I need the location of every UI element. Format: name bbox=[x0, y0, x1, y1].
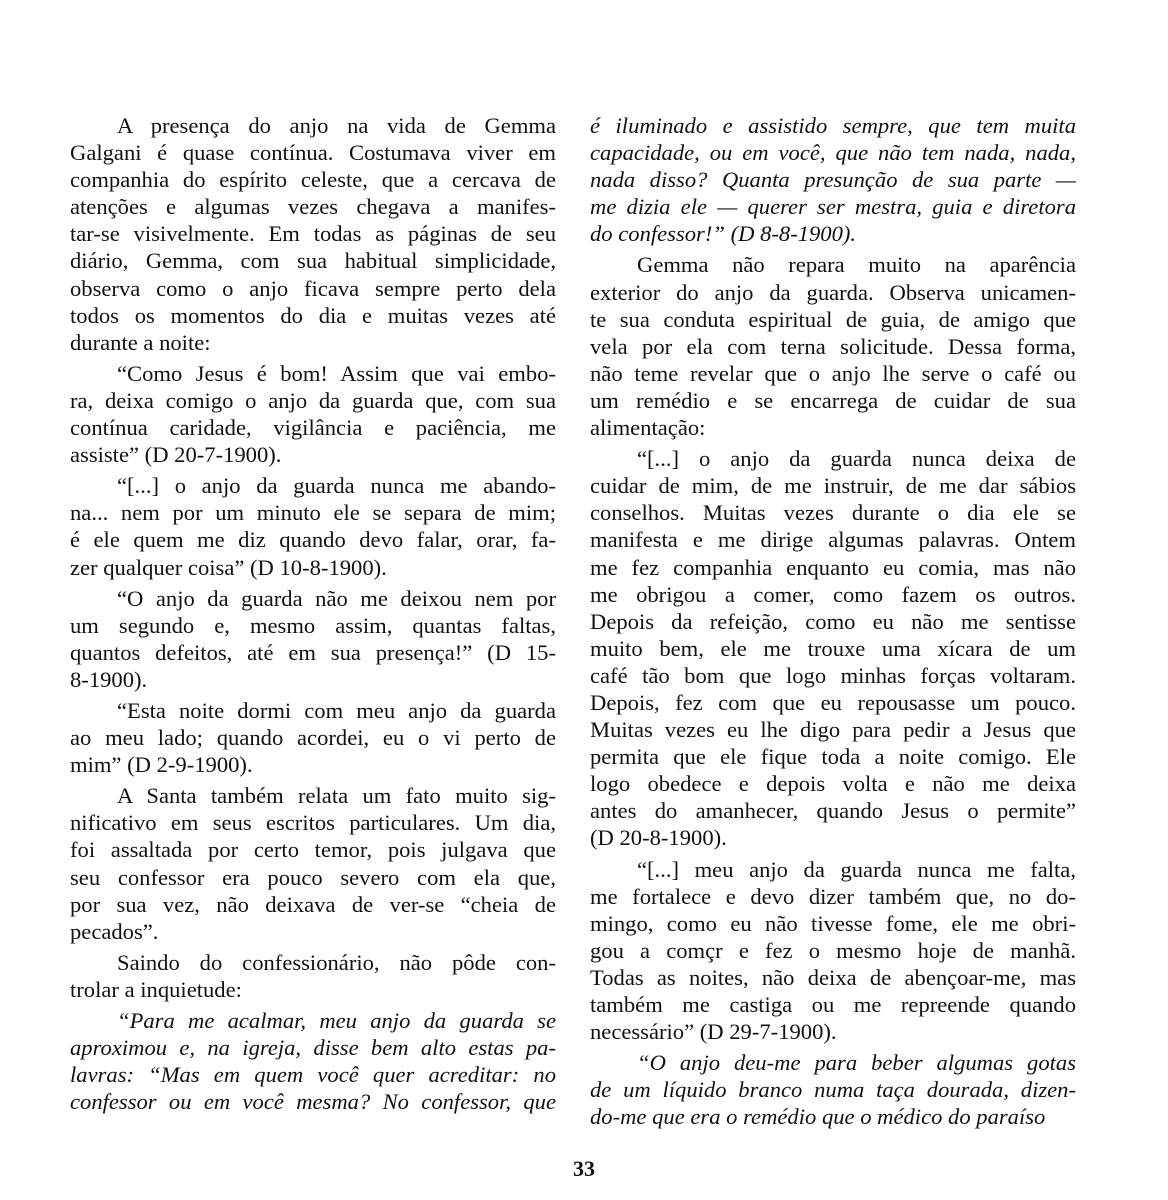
quote-paragraph: “[...] meu anjo da guarda nunca me falta, me fortalece e devo dizer também que, no do- mingo, como eu não tivesse fome, ele me obri- gou a comçr e fez o mesmo hoje de manhã. Todas as noites, não deixa de abençoar-me, mas também me castiga ou me repreende quando necessário” (D 29-7-1900). bbox=[590, 856, 1076, 1045]
quote-paragraph: “[...] o anjo da guarda nunca deixa de cuidar de mim, de me instruir, de me dar sábios conselhos. Muitas vezes durante o dia ele se manifesta e me dirige algumas palavras. Ontem me fez companhia enquanto eu comia, mas não me obrigou a comer, como fazem os outros. Depois da refeição, como eu não me sentisse muito bem, ele me trouxe uma xícara de um café tão bom que logo minhas forças voltaram. Depois, fez com que eu repousasse um pouco. Muitas vezes eu lhe digo para pedir a Jesus que permita que ele fique toda a noite comigo. Ele logo obedece e depois volta e não me deixa antes do amanhecer, quando Jesus o permite” (D 20-8-1900). bbox=[590, 446, 1076, 851]
page-number: 33 bbox=[573, 1156, 595, 1181]
paragraph: Gemma não repara muito na aparência exterior do anjo da guarda. Observa unicamen- te sua conduta espiritual de guia, de amigo que vela por ela com terna solicitude. Dessa forma, não teme revelar que o anjo lhe serve o café ou um remédio e se encarrega de cuidar de sua alimentação: bbox=[590, 252, 1076, 441]
quote-paragraph: “Para me acalmar, meu anjo da guarda se aproximou e, na igreja, disse bem alto estas pa- lavras: “Mas em quem você quer acreditar: no confessor ou em você mesma? No confessor, que bbox=[70, 1008, 556, 1115]
paragraph: A presença do anjo na vida de Gemma Galgani é quase contínua. Costumava viver em companhia do espírito celeste, que a cercava de atenções e algumas vezes chegava a manifes- tar-se visivelmente. Em todas as páginas de seu diário, Gemma, com sua habitual simplicidade, observa como o anjo ficava sempre perto dela todos os momentos do dia e muitas vezes até durante a noite: bbox=[70, 113, 556, 355]
quote-paragraph: “O anjo da guarda não me deixou nem por um segundo e, mesmo assim, quantas faltas, quantos defeitos, até em sua presença!” (D 15- 8-1900). bbox=[70, 585, 556, 692]
quote-paragraph: “O anjo deu-me para beber algumas gotas de um líquido branco numa taça dourada, dizen- do-me que era o remédio que o médico do paraíso bbox=[590, 1050, 1076, 1130]
left-column bbox=[70, 112, 556, 1115]
paragraph: Saindo do confessionário, não pôde con- trolar a inquietude: bbox=[70, 949, 556, 1002]
right-column bbox=[590, 112, 1076, 1130]
quote-paragraph: “Esta noite dormi com meu anjo da guarda ao meu lado; quando acordei, eu o vi perto de mim” (D 2-9-1900). bbox=[70, 697, 556, 778]
quote-paragraph: “Como Jesus é bom! Assim que vai embo- ra, deixa comigo o anjo da guarda que, com sua contínua caridade, vigilância e paciência, me assiste” (D 20-7-1900). bbox=[70, 360, 556, 468]
quote-paragraph: “[...] o anjo da guarda nunca me abando- na... nem por um minuto ele se separa de mim; é ele quem me diz quando devo falar, orar, fa- zer qualquer coisa” (D 10-8-1900). bbox=[70, 473, 556, 580]
quote-paragraph: é iluminado e assistido sempre, que tem muita capacidade, ou em você, que não tem nada, nada, nada disso? Quanta presunção de sua parte — me dizia ele — querer ser mestra, guia e diretora do confessor!” (D 8-8-1900). bbox=[590, 113, 1076, 247]
paragraph: A Santa também relata um fato muito sig- nificativo em seus escritos particulares. Um dia, foi assaltada por certo temor, pois julgava que seu confessor era pouco severo com ela que, por sua vez, não deixava de ver-se “cheia de pecados”. bbox=[70, 783, 556, 944]
